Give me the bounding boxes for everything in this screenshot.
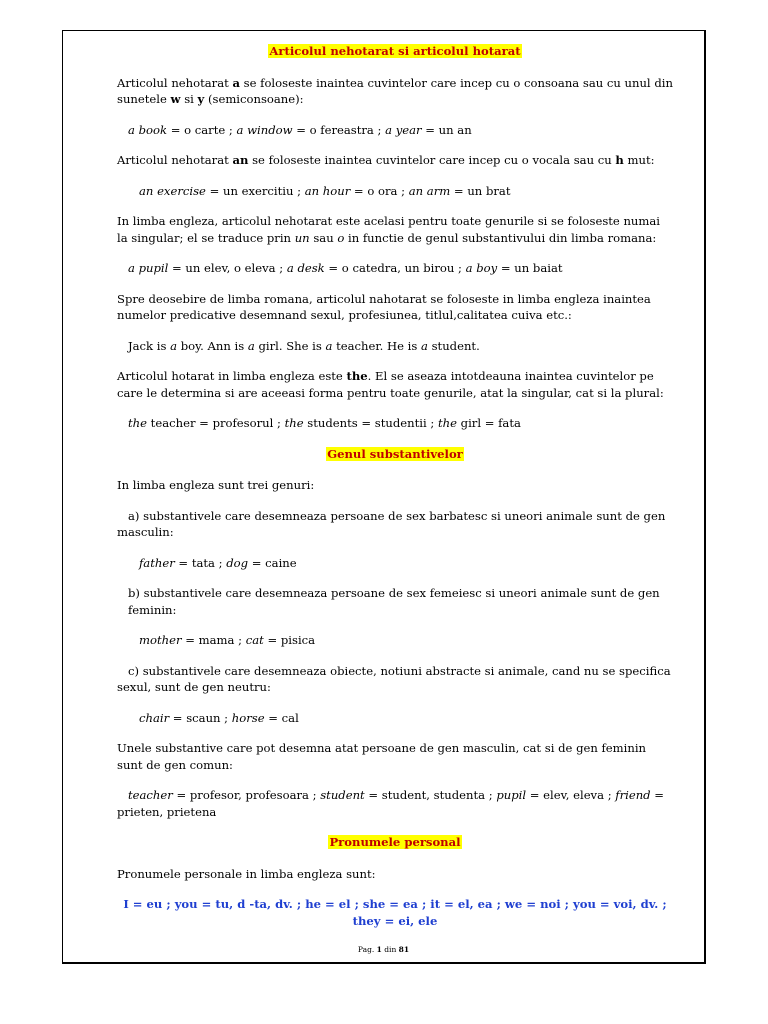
title-personal-pronouns — [117, 834, 673, 851]
text-run: teacher. He is — [332, 338, 421, 353]
text-run: the — [437, 416, 457, 430]
text-run: = prieten, prietena — [117, 788, 664, 819]
text-run: mut: — [623, 153, 655, 167]
example-neuter — [117, 710, 673, 727]
text-run: = elev, eleva ; — [526, 788, 616, 802]
text-run: = o carte ; — [167, 122, 237, 137]
text-run: a window — [236, 122, 293, 137]
text-run: Articolul nehotarat — [117, 153, 233, 167]
text-run: y — [197, 92, 205, 106]
text-run: pupil — [496, 788, 527, 802]
text-run: si — [180, 92, 198, 106]
text-run: a pupil — [128, 261, 169, 275]
text-run: a — [325, 338, 333, 353]
text-run: chair — [139, 710, 170, 725]
paragraph-definite — [117, 368, 673, 401]
text-run: father — [139, 555, 175, 570]
paragraph-masculine — [117, 508, 673, 541]
paragraph-pronouns-intro — [117, 866, 673, 883]
text-run: h — [615, 153, 624, 167]
text-run: the — [128, 416, 147, 430]
text-run: o — [337, 230, 345, 245]
text-run: Spre deosebire de limba romana, articolul nahotarat se foloseste in limba engleza inaintea numelor predicative desemnand sexul, profesiunea, titlul,calitatea cuiva etc.: — [117, 291, 651, 322]
text-run: In limba engleza sunt trei genuri: — [117, 478, 315, 492]
text-run: boy. Ann is — [177, 338, 248, 353]
text-run: a year — [385, 122, 422, 137]
text-run: Pronumele personale in limba engleza sunt: — [117, 866, 376, 881]
example-masculine — [117, 555, 673, 572]
title-gender — [117, 446, 673, 463]
text-run: girl = fata — [456, 416, 521, 430]
text-run: = un exercitiu ; — [205, 183, 305, 198]
footer-prefix: Pag. — [357, 945, 377, 954]
paragraph-neuter — [117, 663, 673, 696]
example-definite — [117, 415, 673, 432]
text-run: a book — [128, 122, 168, 137]
text-run: a desk — [286, 261, 325, 275]
text-run: in functie de genul substantivului din limba romana: — [344, 230, 657, 245]
text-run: = student, studenta ; — [364, 788, 497, 802]
footer-page-total: 81 — [398, 945, 410, 954]
text-run: In limba engleza, articolul nehotarat este acelasi pentru toate genurile si se foloseste numai la singular; el se traduce prin — [117, 214, 661, 245]
text-run: = o ora ; — [350, 183, 409, 198]
example-feminine — [117, 632, 673, 649]
text-run: mother — [139, 633, 182, 647]
text-run: Articolul nehotarat — [117, 75, 233, 90]
text-run: b) substantivele care desemneaza persoane de sex femeiesc si uneori animale sunt de gen feminin: — [128, 586, 660, 617]
text-run: = un an — [421, 122, 472, 137]
text-run: c) substantivele care desemneaza obiecte, notiuni abstracte si animale, cand nu se specifica sexul, sunt de gen neutru: — [117, 663, 671, 694]
text-run: un — [294, 230, 310, 245]
text-run: w — [170, 92, 181, 106]
text-run: student — [320, 788, 365, 802]
text-run: a — [247, 338, 255, 353]
text-run: a boy — [465, 261, 498, 275]
text-run: = un baiat — [497, 261, 563, 275]
paragraph-three-genders — [117, 477, 673, 494]
text-run: horse — [231, 710, 265, 725]
paragraph-indefinite-a — [117, 75, 673, 108]
example-indefinite-a — [117, 122, 673, 139]
paragraph-indefinite-an — [117, 152, 673, 169]
text-run: sau — [309, 230, 338, 245]
text-run: = tata ; — [174, 555, 227, 570]
text-run: se foloseste inaintea cuvintelor care incep cu o vocala sau cu — [248, 153, 616, 167]
footer-page-number: 1 — [376, 945, 382, 954]
text-run: the — [284, 416, 304, 430]
example-common-gender — [117, 787, 673, 820]
paragraph-feminine — [117, 585, 673, 618]
title-articles — [117, 43, 673, 60]
title-articles-text: Articolul nehotarat si articolul hotarat — [269, 44, 521, 58]
text-run: a — [232, 75, 240, 90]
text-run: = un brat — [450, 183, 511, 198]
text-run: an arm — [408, 183, 451, 198]
text-run: . El se aseaza intotdeauna inaintea cuvintelor pe care le determina si are aceeasi forma pentru toate genurile, atat la singular, cat si la plural: — [117, 369, 664, 400]
text-run: = mama ; — [181, 633, 246, 647]
example-indefinite-an — [117, 183, 673, 200]
paragraph-indefinite-gender — [117, 213, 673, 246]
text-run: a — [421, 338, 428, 353]
document-page — [62, 30, 706, 964]
text-run: = o fereastra ; — [292, 122, 386, 137]
footer-mid: din — [381, 945, 399, 954]
text-run: = caine — [248, 555, 297, 570]
title-gender-text: Genul substantivelor — [327, 446, 463, 461]
page-footer — [63, 945, 704, 954]
text-run: teacher — [128, 788, 173, 802]
text-run: = profesor, profesoara ; — [172, 788, 321, 802]
text-run: students = studentii ; — [303, 416, 438, 430]
title-personal-pronouns-text: Pronumele personal — [329, 835, 461, 849]
pronoun-list: I = eu ; you = tu, d -ta, dv. ; he = el ; she = ea ; it = el, ea ; we = noi ; you = voi, dv. ; they = ei, ele — [123, 897, 667, 928]
text-run: = cal — [264, 710, 299, 725]
text-run: an — [232, 153, 249, 167]
text-run: cat — [245, 633, 264, 647]
paragraph-common-gender — [117, 740, 673, 773]
text-run: teacher = profesorul ; — [147, 416, 285, 430]
text-run: = o catedra, un birou ; — [324, 261, 466, 275]
text-run: se foloseste inaintea cuvintelor care incep cu o consoana sau cu unul din sunetele — [117, 75, 673, 106]
text-run: girl. She is — [254, 338, 326, 353]
text-run: = un elev, o eleva ; — [168, 261, 287, 275]
text-run: = scaun ; — [169, 710, 232, 725]
text-run: a) substantivele care desemneaza persoane de sex barbatesc si uneori animale sunt de gen masculin: — [117, 508, 666, 539]
text-run: an hour — [304, 183, 351, 198]
text-run: friend — [615, 788, 651, 802]
paragraph-predicative — [117, 291, 673, 324]
text-run: (semiconsoane): — [204, 92, 304, 106]
text-run: = pisica — [263, 633, 316, 647]
text-run: a — [170, 338, 178, 353]
example-predicative — [117, 338, 673, 355]
text-run: an exercise — [139, 183, 206, 198]
text-run: Jack is — [128, 338, 171, 353]
text-run: dog — [226, 555, 249, 570]
example-indefinite-gender — [117, 260, 673, 277]
text-run: student. — [427, 338, 480, 353]
page-content — [117, 43, 673, 929]
text-run: Articolul hotarat in limba engleza este — [117, 369, 347, 383]
text-run: Unele substantive care pot desemna atat persoane de gen masculin, cat si de gen feminin sunt de gen comun: — [117, 741, 647, 772]
text-run: the — [346, 369, 368, 383]
